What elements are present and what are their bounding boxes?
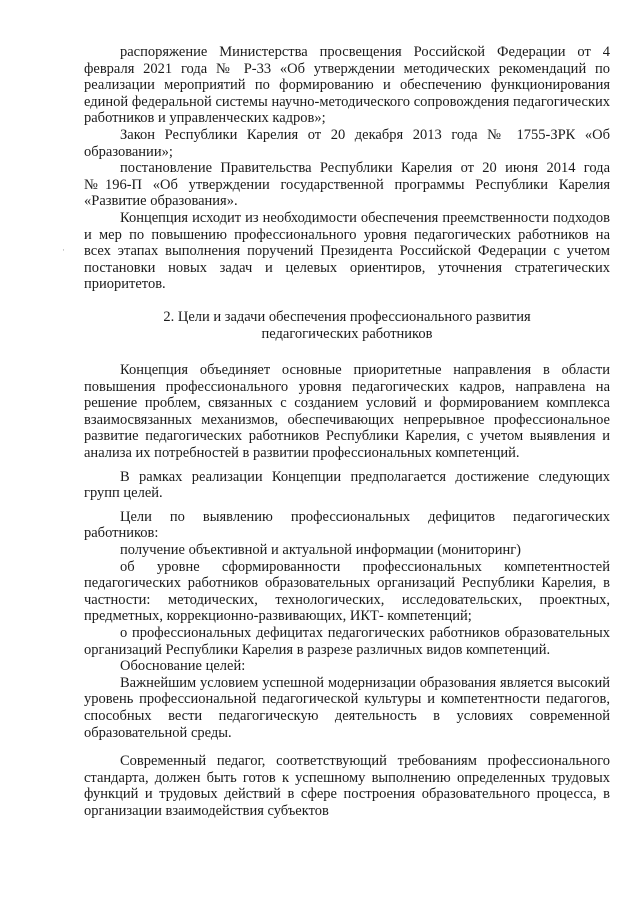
paragraph-monitoring: получение объективной и актуальной информации (мониторинг)	[120, 542, 522, 559]
paragraph-decree-ministry: распоряжение Министерства просвещения Российской Федерации от 4 февраля 2021 года № Р-33 «Об утверждении методических рекомендаций по реализации мероприятий по формированию и обеспечению функционирования единой федеральной системы научно-методического сопровождения педагогических работников и управленческих кадров»;	[84, 44, 610, 127]
paragraph-concept-directions: Концепция объединяет основные приоритетные направления в области повышения профессионального уровня педагогических кадров, направлена на решение проблем, связанных с созданием условий и формированием комплекса взаимосвязанных механизмов, обеспечивающих непрерывное профессиональное развитие педагогических работников Республики Карелия, с учетом выявления и анализа их потребностей в развитии профессиональных компетенций.	[84, 362, 610, 462]
margin-mark: ·	[62, 245, 65, 255]
paragraph-professional-deficits: о профессиональных дефицитах педагогических работников образовательных организаций Республики Карелия в разрезе различных видов компетенций.	[84, 625, 610, 658]
section-heading	[84, 309, 610, 342]
paragraph-goals-rationale-title: Обоснование целей:	[120, 658, 246, 675]
paragraph-law-karelia: Закон Республики Карелия от 20 декабря 2013 года № 1755-ЗРК «Об образовании»;	[84, 126, 610, 160]
paragraph-competence-level: об уровне сформированности профессиональных компетентностей педагогических работников образовательных организаций Республики Карелия, в частности: методических, технологических, исследовательских, проектных, предметных, коррекционно-развивающих, ИКТ- компетенций;	[84, 558, 610, 625]
section-heading-line-2: педагогических работников	[261, 325, 433, 342]
paragraph-modern-teacher: Современный педагог, соответствующий требованиям профессионального стандарта, должен быть готов к успешному выполнению определенных трудовых функций и трудовых действий в сфере построения образовательного процесса, в организации взаимодействия субъектов	[84, 753, 610, 819]
paragraph-concept-basis: Концепция исходит из необходимости обеспечения преемственности подходов и мер по повышению профессионального уровня педагогических работников на всех этапах выполнения поручений Президента Российской Федерации с учетом постановки новых задач и целевых ориентиров, уточнения стратегических приоритетов.	[84, 209, 610, 293]
paragraph-government-resolution: постановление Правительства Республики Карелия от 20 июня 2014 года №196-П «Об утверждении государственной программы Республики Карелия «Развитие образования».	[84, 160, 610, 210]
section-heading-line-1: 2. Цели и задачи обеспечения профессионального развития	[163, 308, 531, 325]
paragraph-modernization-condition: Важнейшим условием успешной модернизации образования является высокий уровень профессиональной педагогической культуры и компетентности педагогов, способных вести педагогическую деятельность в условиях современной образовательной среды.	[84, 674, 610, 741]
paragraph-deficit-goals: Цели по выявлению профессиональных дефицитов педагогических работников:	[84, 508, 610, 542]
paragraph-goal-groups: В рамках реализации Концепции предполагается достижение следующих групп целей.	[84, 468, 610, 502]
